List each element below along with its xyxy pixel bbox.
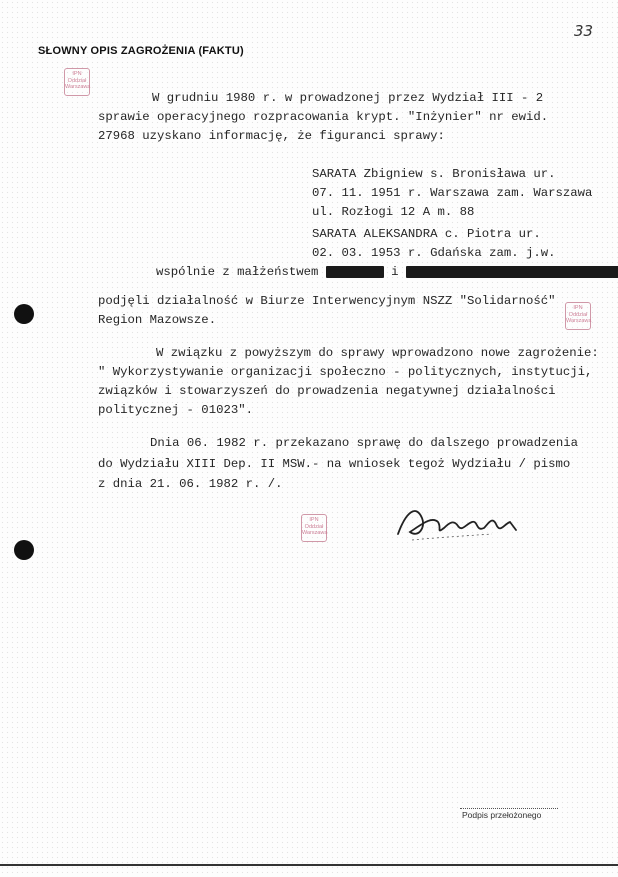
body-line: z dnia 21. 06. 1982 r. /. — [98, 477, 283, 491]
body-line: wspólnie z małżeństwem i — [156, 264, 618, 280]
archive-stamp: IPN Oddział Warszawa — [301, 514, 327, 542]
body-line: SARATA ALEKSANDRA c. Piotra ur. — [312, 227, 541, 241]
body-line: sprawie operacyjnego rozpracowania krypt. "Inżynier" nr ewid. — [98, 110, 549, 124]
body-line: podjęli działalność w Biurze Interwencyjnym NSZZ "Solidarność" — [98, 294, 556, 308]
archive-stamp: IPN Oddział Warszawa — [565, 302, 591, 330]
signature-label: Podpis przełożonego — [462, 810, 542, 820]
document-title: SŁOWNY OPIS ZAGROŻENIA (FAKTU) — [38, 45, 244, 57]
redaction-block — [406, 266, 618, 278]
punch-hole-bottom — [14, 540, 34, 560]
body-line: ul. Rozłogi 12 A m. 88 — [312, 205, 475, 219]
body-line: 02. 03. 1953 r. Gdańska zam. j.w. — [312, 246, 556, 260]
body-line: politycznej - 01023". — [98, 403, 253, 417]
signature-line — [460, 808, 558, 809]
body-line: W związku z powyższym do sprawy wprowadzono nowe zagrożenie: — [156, 346, 599, 360]
body-line: Dnia 06. 1982 r. przekazano sprawę do dalszego prowadzenia — [150, 436, 579, 450]
body-line: " Wykorzystywanie organizacji społeczno - politycznych, instytucji, — [98, 365, 593, 379]
punch-hole-top — [14, 304, 34, 324]
body-line: W grudniu 1980 r. w prowadzonej przez Wydział III - 2 — [152, 91, 544, 105]
page-number: 33 — [574, 22, 594, 40]
body-line: 27968 uzyskano informację, że figuranci sprawy: — [98, 129, 445, 143]
body-line: związków i stowarzyszeń do prowadzenia negatywnej działalności — [98, 384, 556, 398]
redaction-block — [326, 266, 384, 278]
archive-stamp: IPN Oddział Warszawa — [64, 68, 90, 96]
body-line: SARATA Zbigniew s. Bronisława ur. — [312, 167, 556, 181]
page-bottom-edge — [0, 864, 618, 866]
body-line: 07. 11. 1951 r. Warszawa zam. Warszawa — [312, 186, 593, 200]
body-line: Region Mazowsze. — [98, 313, 217, 327]
handwritten-signature — [392, 494, 552, 554]
body-line: do Wydziału XIII Dep. II MSW.- na wniosek tegoż Wydziału / pismo — [98, 457, 571, 471]
